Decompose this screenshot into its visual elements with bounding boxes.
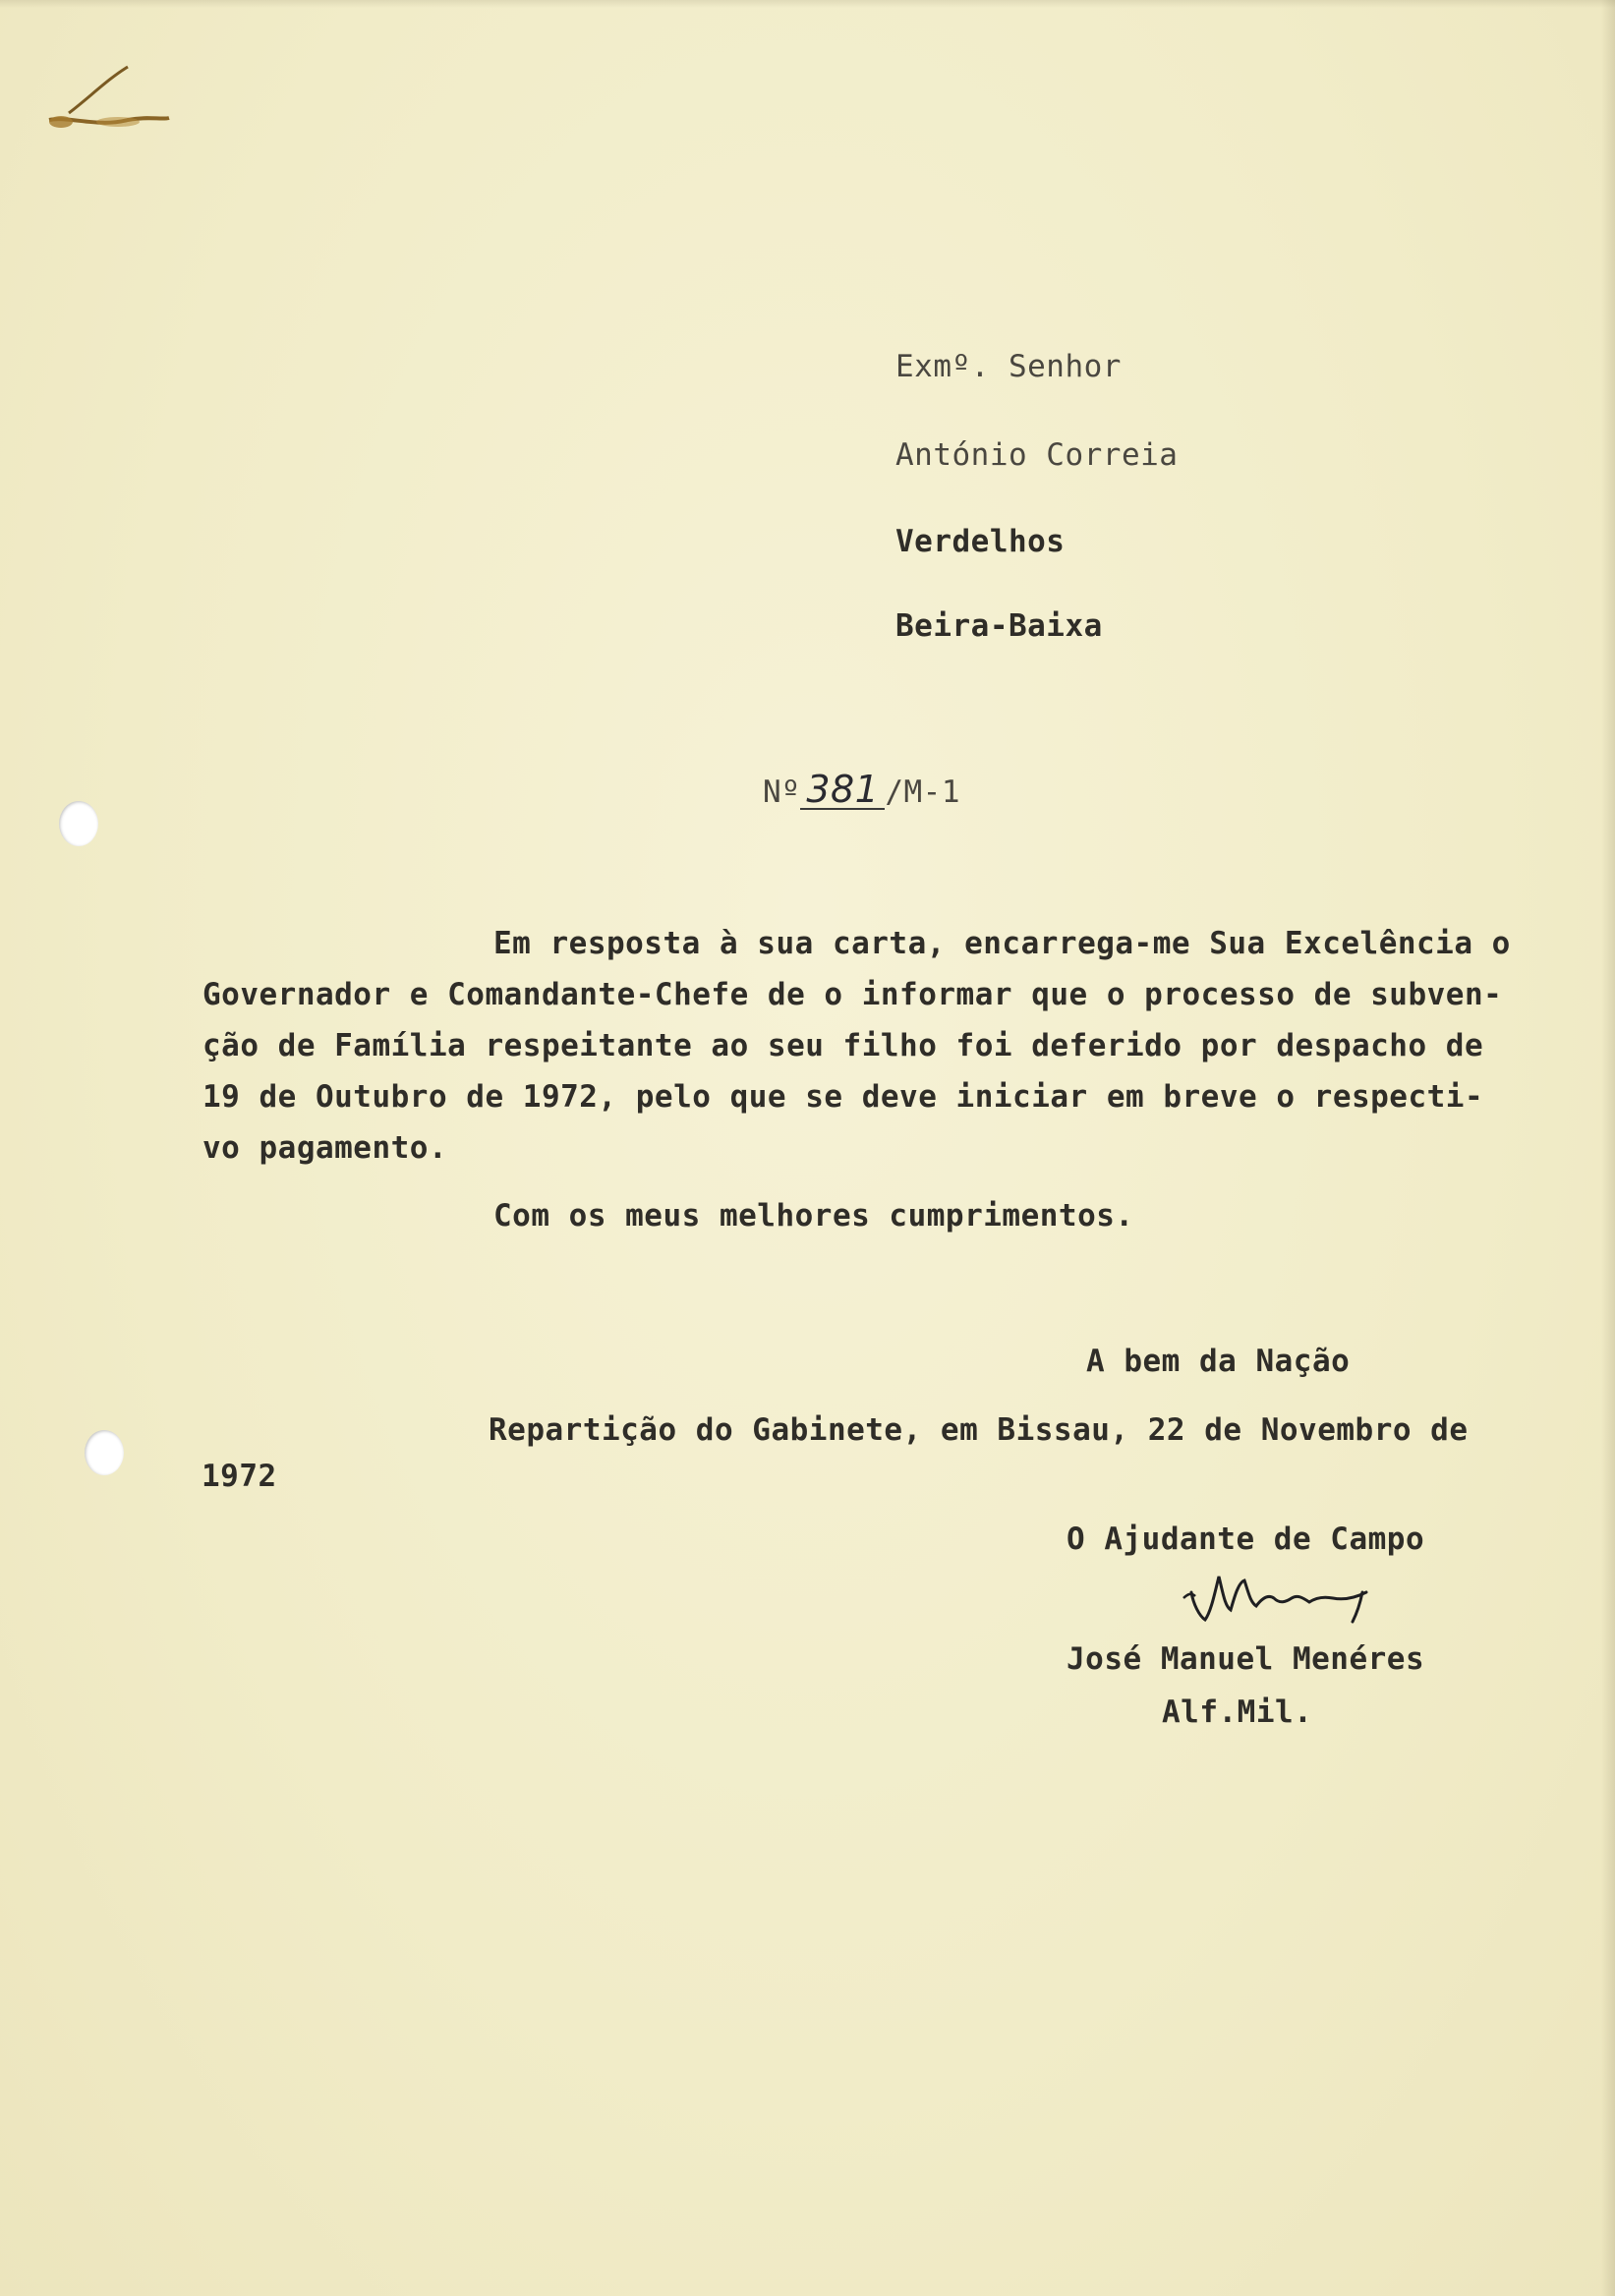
motto: A bem da Nação (1086, 1344, 1351, 1379)
recipient-region: Beira-Baixa (895, 608, 1103, 644)
body-line-5: vo pagamento. (202, 1130, 448, 1166)
reference-handwritten-number: 381 (800, 771, 885, 810)
staple-mark-icon (39, 59, 177, 147)
body-line-3: ção de Família respeitante ao seu filho foi deferido por despacho de (202, 1028, 1484, 1063)
recipient-salutation: Exmº. Senhor (895, 349, 1122, 384)
paper-right-edge (1601, 0, 1615, 2296)
reference-number (763, 768, 961, 811)
body-line-1: Em resposta à sua carta, encarrega-me Sua Excelência o (493, 926, 1511, 961)
body-line-2: Governador e Comandante-Chefe de o informar que o processo de subven- (202, 977, 1503, 1012)
recipient-name: António Correia (895, 437, 1179, 473)
signer-name: José Manuel Menéres (1067, 1641, 1425, 1677)
place-date: Repartição do Gabinete, em Bissau, 22 de Novembro de (489, 1412, 1469, 1448)
punch-hole-upper (59, 801, 98, 846)
reference-prefix: Nº (763, 775, 801, 810)
closing-line: Com os meus melhores cumprimentos. (493, 1198, 1134, 1234)
paper-top-edge (0, 0, 1615, 8)
recipient-place: Verdelhos (895, 524, 1066, 559)
signature-icon (1180, 1553, 1396, 1632)
signer-title: O Ajudante de Campo (1067, 1521, 1425, 1557)
punch-hole-lower (85, 1430, 124, 1475)
signer-rank: Alf.Mil. (1162, 1694, 1313, 1730)
reference-suffix: /M-1 (885, 775, 961, 810)
body-line-4: 19 de Outubro de 1972, pelo que se deve iniciar em breve o respecti- (202, 1079, 1484, 1115)
date-year: 1972 (202, 1459, 277, 1494)
